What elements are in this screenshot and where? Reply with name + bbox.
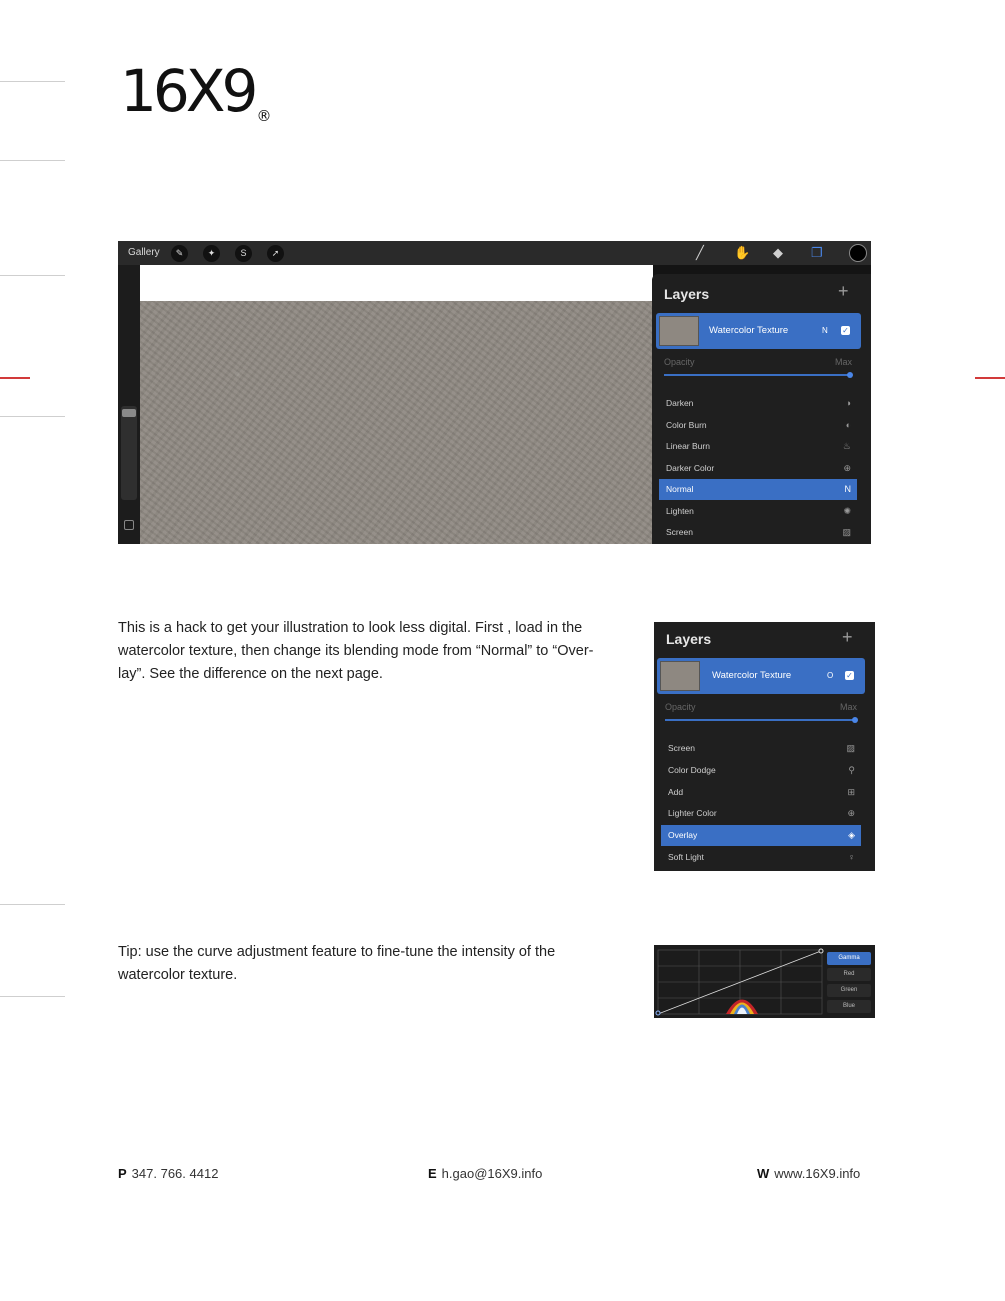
instruction-text: This is a hack to get your illustration to look less digital. First , load in the watercolor texture, then change its blending mode from “Normal” to “Over-lay”. See the difference on the next page. (118, 620, 594, 682)
wrench-icon[interactable]: ✎ (171, 245, 188, 262)
selection-icon[interactable]: S (235, 245, 252, 262)
blend-mode-icon: ♨ (842, 441, 851, 451)
gallery-button[interactable]: Gallery (128, 247, 160, 258)
opacity-value: Max (840, 702, 858, 712)
blend-mode-label: Darken (666, 398, 694, 408)
transform-arrow-icon[interactable]: ➚ (267, 245, 284, 262)
blend-mode-item[interactable] (661, 738, 861, 759)
margin-rule (0, 81, 65, 82)
layer-name: Watercolor Texture (712, 670, 792, 681)
blend-mode-label: Color Burn (666, 419, 707, 430)
blend-mode-label: Linear Burn (666, 441, 710, 451)
blend-mode-icon: ♀ (848, 852, 855, 862)
blend-mode-item[interactable] (661, 803, 861, 824)
phone-number[interactable]: 347. 766. 4412 (131, 1166, 219, 1181)
opacity-slider-knob[interactable] (852, 717, 858, 723)
side-toolbar (118, 265, 140, 544)
layers-icon[interactable]: ❐ (811, 245, 823, 260)
web-label: W (757, 1166, 770, 1181)
blend-mode-label: Darker Color (666, 462, 715, 473)
blend-mode-icon: ◑ (845, 398, 851, 408)
blend-mode-label: Overlay (668, 830, 698, 841)
margin-rule-red (0, 377, 30, 379)
blend-mode-label: Lighter Color (668, 808, 717, 819)
magic-wand-icon[interactable]: ✦ (203, 245, 220, 262)
logo-text: 16X9 (120, 57, 255, 125)
blend-mode-icon: ⊕ (847, 808, 855, 819)
slider-knob[interactable] (122, 409, 136, 417)
web-url[interactable]: www.16X9.info (774, 1166, 861, 1181)
blend-mode-item[interactable] (659, 393, 857, 414)
margin-rule (0, 160, 65, 161)
top-toolbar (118, 241, 871, 265)
layers-panel (652, 274, 871, 544)
add-layer-icon[interactable]: + (842, 627, 853, 647)
phone-label: P (118, 1166, 127, 1181)
margin-rule (0, 904, 65, 905)
blend-mode-badge[interactable]: O (827, 671, 834, 680)
blend-mode-icon: ▨ (842, 527, 851, 537)
opacity-slider[interactable] (665, 719, 855, 721)
blend-mode-item[interactable] (659, 436, 857, 457)
blend-mode-item[interactable] (661, 760, 861, 781)
blend-mode-label: Normal (666, 484, 694, 494)
registered-mark: ® (256, 107, 272, 125)
margin-rule (0, 416, 65, 417)
blend-mode-icon: ⚲ (848, 764, 855, 775)
layers-title: Layers (664, 286, 710, 302)
blend-mode-label: Color Dodge (668, 764, 716, 775)
tip-text: Tip: use the curve adjustment feature to fine-tune the intensity of the watercolor texture. (118, 944, 556, 983)
blend-mode-item[interactable] (659, 522, 857, 543)
layer-row[interactable] (657, 658, 865, 694)
blend-mode-label: Screen (666, 527, 693, 537)
blend-mode-icon: ✺ (843, 505, 851, 516)
margin-rule-red (975, 377, 1005, 379)
blend-mode-item[interactable] (659, 479, 857, 500)
blend-mode-item[interactable] (661, 782, 861, 803)
layers-panel-overlay (654, 622, 875, 871)
blend-mode-item[interactable] (661, 825, 861, 846)
channel-button[interactable]: Green (827, 984, 871, 997)
modify-button[interactable] (124, 520, 134, 530)
opacity-value: Max (835, 357, 853, 367)
opacity-slider-knob[interactable] (847, 372, 853, 378)
layer-row[interactable] (656, 313, 861, 349)
footer-email (428, 1166, 542, 1181)
color-picker[interactable] (849, 244, 867, 262)
layer-thumbnail (659, 316, 699, 346)
visibility-checkbox[interactable]: ✓ (842, 326, 849, 335)
procreate-screenshot (118, 241, 871, 544)
blend-mode-badge[interactable]: N (822, 326, 828, 335)
eraser-icon[interactable]: ◆ (773, 245, 783, 260)
opacity-label: Opacity (665, 702, 696, 712)
email-label: E (428, 1166, 437, 1181)
blend-mode-label: Soft Light (668, 852, 704, 862)
layer-thumbnail (660, 661, 700, 691)
email-address[interactable]: h.gao@16X9.info (441, 1166, 543, 1181)
add-layer-icon[interactable]: + (838, 281, 849, 301)
footer-phone (118, 1166, 218, 1181)
blend-mode-icon: ⊞ (847, 786, 855, 797)
margin-rule (0, 996, 65, 997)
blend-mode-icon: ◈ (848, 830, 855, 841)
blend-mode-icon: ⊕ (843, 462, 851, 473)
blend-mode-item[interactable] (659, 458, 857, 479)
blend-mode-label: Lighten (666, 505, 694, 516)
blend-mode-item[interactable] (659, 415, 857, 436)
blend-mode-item[interactable] (661, 847, 861, 868)
footer-web (757, 1166, 860, 1181)
brush-icon[interactable]: ╱ (696, 245, 704, 260)
layers-title: Layers (666, 631, 712, 647)
blend-mode-label: Screen (668, 743, 695, 753)
blend-mode-icon: ◐ (845, 419, 851, 430)
watercolor-texture-layer (133, 301, 653, 544)
blend-mode-item[interactable] (659, 501, 857, 522)
opacity-label: Opacity (664, 357, 695, 367)
visibility-checkbox[interactable]: ✓ (846, 671, 853, 680)
brush-size-slider[interactable] (121, 406, 137, 500)
layer-name: Watercolor Texture (709, 325, 789, 336)
opacity-slider[interactable] (664, 374, 850, 376)
channel-button[interactable]: Gamma (827, 952, 871, 965)
blend-mode-label: Add (668, 786, 684, 797)
margin-rule (0, 275, 65, 276)
blend-mode-icon: ▨ (846, 743, 855, 753)
blend-mode-icon: N (844, 484, 851, 494)
smudge-icon[interactable]: ✋ (734, 245, 751, 260)
curves-panel (654, 945, 875, 1018)
channel-button[interactable]: Blue (827, 1000, 871, 1013)
brand-logo (120, 57, 272, 125)
channel-button[interactable]: Red (827, 968, 871, 981)
